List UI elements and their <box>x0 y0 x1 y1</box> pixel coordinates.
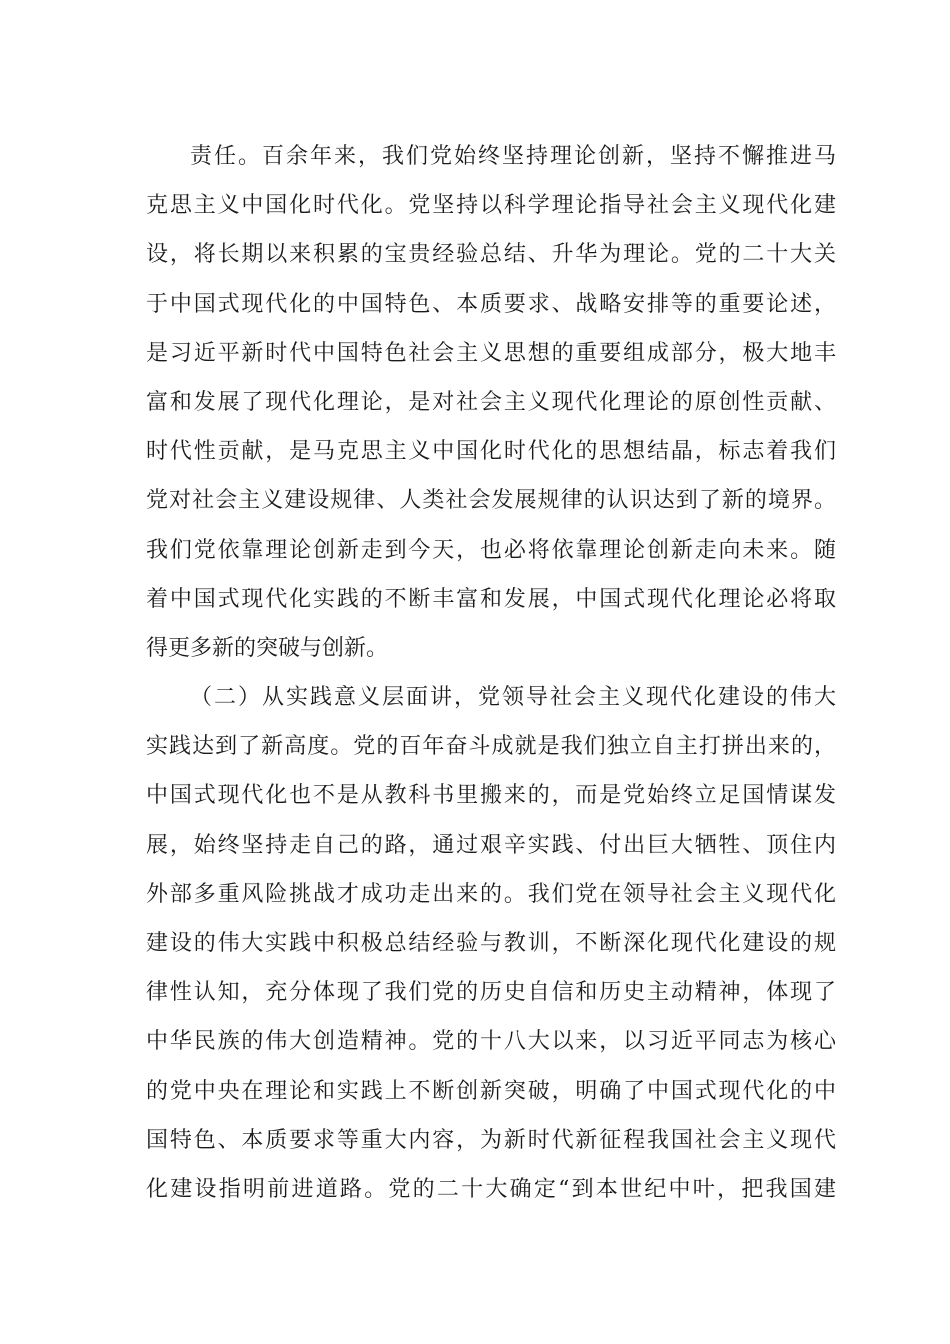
text-line: 党对社会主义建设规律、人类社会发展规律的认识达到了新的境界。 <box>146 488 836 514</box>
text-line: 的党中央在理论和实践上不断创新突破，明确了中国式现代化的中 <box>146 1078 836 1104</box>
text-line: 富和发展了现代化理论，是对社会主义现代化理论的原创性贡献、 <box>146 389 836 415</box>
text-line: 设，将长期以来积累的宝贵经验总结、升华为理论。党的二十大关 <box>146 242 836 268</box>
text-line: 克思主义中国化时代化。党坚持以科学理论指导社会主义现代化建 <box>146 193 836 219</box>
text-line: 责任。百余年来，我们党始终坚持理论创新，坚持不懈推进马 <box>190 144 836 169</box>
text-line: 外部多重风险挑战才成功走出来的。我们党在领导社会主义现代化 <box>146 881 836 907</box>
body-text <box>146 132 836 1214</box>
text-line: 化建设指明前进道路。党的二十大确定“到本世纪中叶，把我国建 <box>146 1176 836 1202</box>
text-line: 时代性贡献，是马克思主义中国化时代化的思想结晶，标志着我们 <box>146 439 836 465</box>
text-line: 实践达到了新高度。党的百年奋斗成就是我们独立自主打拼出来的， <box>146 734 836 760</box>
text-line: 是习近平新时代中国特色社会主义思想的重要组成部分，极大地丰 <box>146 340 836 366</box>
text-line: 我们党依靠理论创新走到今天，也必将依靠理论创新走向未来。随 <box>146 537 836 563</box>
text-line: （二）从实践意义层面讲，党领导社会主义现代化建设的伟大 <box>190 685 836 711</box>
text-line: 律性认知，充分体现了我们党的历史自信和历史主动精神，体现了 <box>146 980 836 1006</box>
text-line: 于中国式现代化的中国特色、本质要求、战略安排等的重要论述， <box>146 291 836 317</box>
text-line: 建设的伟大实践中积极总结经验与教训，不断深化现代化建设的规 <box>146 931 836 956</box>
text-line: 展，始终坚持走自己的路，通过艰辛实践、付出巨大牺牲、顶住内 <box>146 832 836 858</box>
text-line: 着中国式现代化实践的不断丰富和发展，中国式现代化理论必将取 <box>146 586 836 612</box>
text-line: 中华民族的伟大创造精神。党的十八大以来，以习近平同志为核心 <box>146 1029 836 1055</box>
text-line: 中国式现代化也不是从教科书里搬来的，而是党始终立足国情谋发 <box>146 783 836 809</box>
text-line: 得更多新的突破与创新。 <box>146 635 389 661</box>
text-line: 国特色、本质要求等重大内容，为新时代新征程我国社会主义现代 <box>146 1127 836 1153</box>
